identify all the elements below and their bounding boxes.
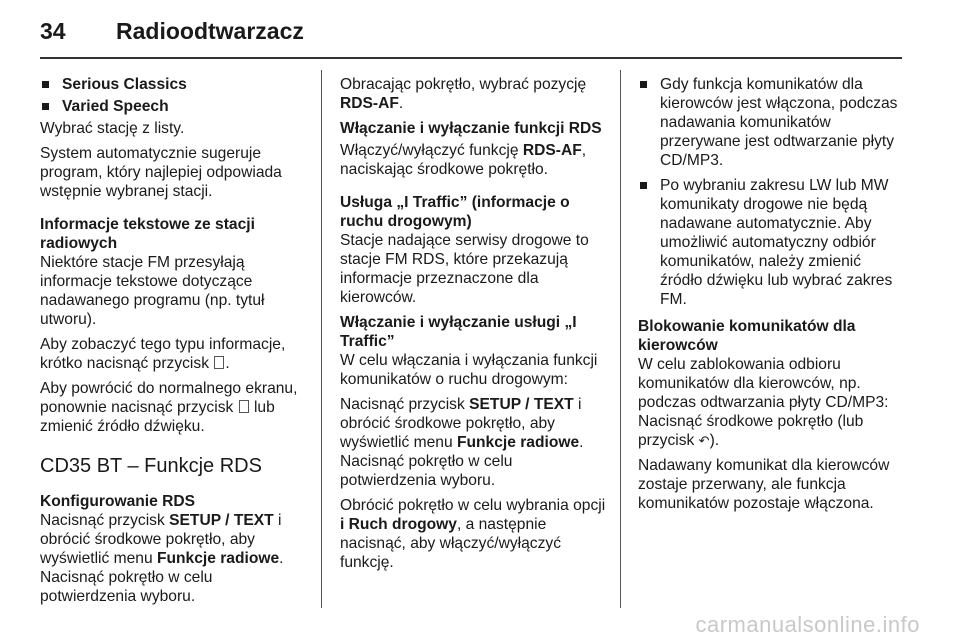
page-title: Radioodtwarzacz xyxy=(116,18,304,44)
paragraph: System automatycznie sugeruje program, który najlepiej odpowiada wstępnie wybranej stacji. xyxy=(40,145,282,200)
paragraph: W celu zablokowania odbioru komunikatów dla kierowców, np. podczas odtwarzania płyty CD/MP3: Nacisnąć środkowe pokrętło (lub przycisk ↶). xyxy=(638,356,889,449)
subheading: Konfigurowanie RDS xyxy=(40,493,196,510)
subheading: Włączanie i wyłączanie funkcji RDS xyxy=(340,120,602,137)
list-item: Serious Classics xyxy=(40,75,308,94)
page-number: 34 xyxy=(40,18,66,44)
paragraph: Stacje nadające serwisy drogowe to stacje FM RDS, które przekazują informacje przeznaczone dla kierowców. xyxy=(340,232,589,306)
subheading: Włączanie i wyłączanie usługi „I Traffic” xyxy=(340,314,577,350)
paragraph: Wybrać stację z listy. xyxy=(40,120,185,137)
subheading: Informacje tekstowe ze stacji radiowych xyxy=(40,216,255,252)
paragraph: Obrócić pokrętło w celu wybrania opcji i Ruch drogowy, a następnie nacisnąć, aby włączyć/wyłączyć funkcję. xyxy=(340,497,606,571)
paragraph: Niektóre stacje FM przesyłają informacje tekstowe dotyczące nadawanego programu (np. tytuł utworu). xyxy=(40,254,265,328)
column-divider-1 xyxy=(321,70,322,608)
info-button-icon xyxy=(239,400,249,413)
bullet-square-icon xyxy=(640,81,647,88)
paragraph: Aby powrócić do normalnego ekranu, ponownie nacisnąć przycisk lub zmienić źródło dźwięku. xyxy=(40,380,298,435)
bullet-square-icon xyxy=(42,103,49,110)
info-button-icon xyxy=(214,356,224,369)
column-1 xyxy=(40,75,308,612)
section-heading: CD35 BT – Funkcje RDS xyxy=(40,455,262,477)
paragraph: Nadawany komunikat dla kierowców zostaje przerwany, ale funkcja komunikatów pozostaje włączona. xyxy=(638,457,890,512)
back-arrow-icon: ↶ xyxy=(698,433,710,448)
subheading: Blokowanie komunikatów dla kierowców xyxy=(638,318,856,354)
bullet-square-icon xyxy=(42,81,49,88)
paragraph: Obracając pokrętło, wybrać pozycję RDS-AF. xyxy=(340,76,587,112)
paragraph: Włączyć/wyłączyć funkcję RDS-AF, naciskając środkowe pokrętło. xyxy=(340,142,587,178)
paragraph: Aby zobaczyć tego typu informacje, krótko nacisnąć przycisk . xyxy=(40,336,286,372)
page-header xyxy=(40,18,930,50)
bullet-square-icon xyxy=(640,182,647,189)
paragraph: Nacisnąć przycisk SETUP / TEXT i obrócić środkowe pokrętło, aby wyświetlić menu Funkcje radiowe. Nacisnąć pokrętło w celu potwierdzenia wyboru. xyxy=(340,396,584,489)
subheading: Usługa „I Traffic” (informacje o ruchu drogowym) xyxy=(340,194,570,230)
column-2 xyxy=(340,75,608,578)
list-item: Po wybraniu zakresu LW lub MW komunikaty drogowe nie będą nadawane automatycznie. Aby umożliwić automatyczny odbiór komunikatów, należy zmienić źródło dźwięku lub wybrać zakres FM. xyxy=(638,176,906,309)
paragraph: Nacisnąć przycisk SETUP / TEXT i obrócić środkowe pokrętło, aby wyświetlić menu Funkcje radiowe. Nacisnąć pokrętło w celu potwierdzenia wyboru. xyxy=(40,512,284,605)
list-item: Gdy funkcja komunikatów dla kierowców jest włączona, podczas nadawania komunikatów przerywane jest odtwarzanie płyty CD/MP3. xyxy=(638,75,906,170)
header-rule xyxy=(40,57,902,59)
column-divider-2 xyxy=(620,70,621,608)
watermark: carmanualsonline.info xyxy=(695,612,920,637)
list-item: Varied Speech xyxy=(40,97,308,116)
paragraph: W celu włączania i wyłączania funkcji komunikatów o ruchu drogowym: xyxy=(340,352,598,388)
column-3 xyxy=(638,75,906,519)
